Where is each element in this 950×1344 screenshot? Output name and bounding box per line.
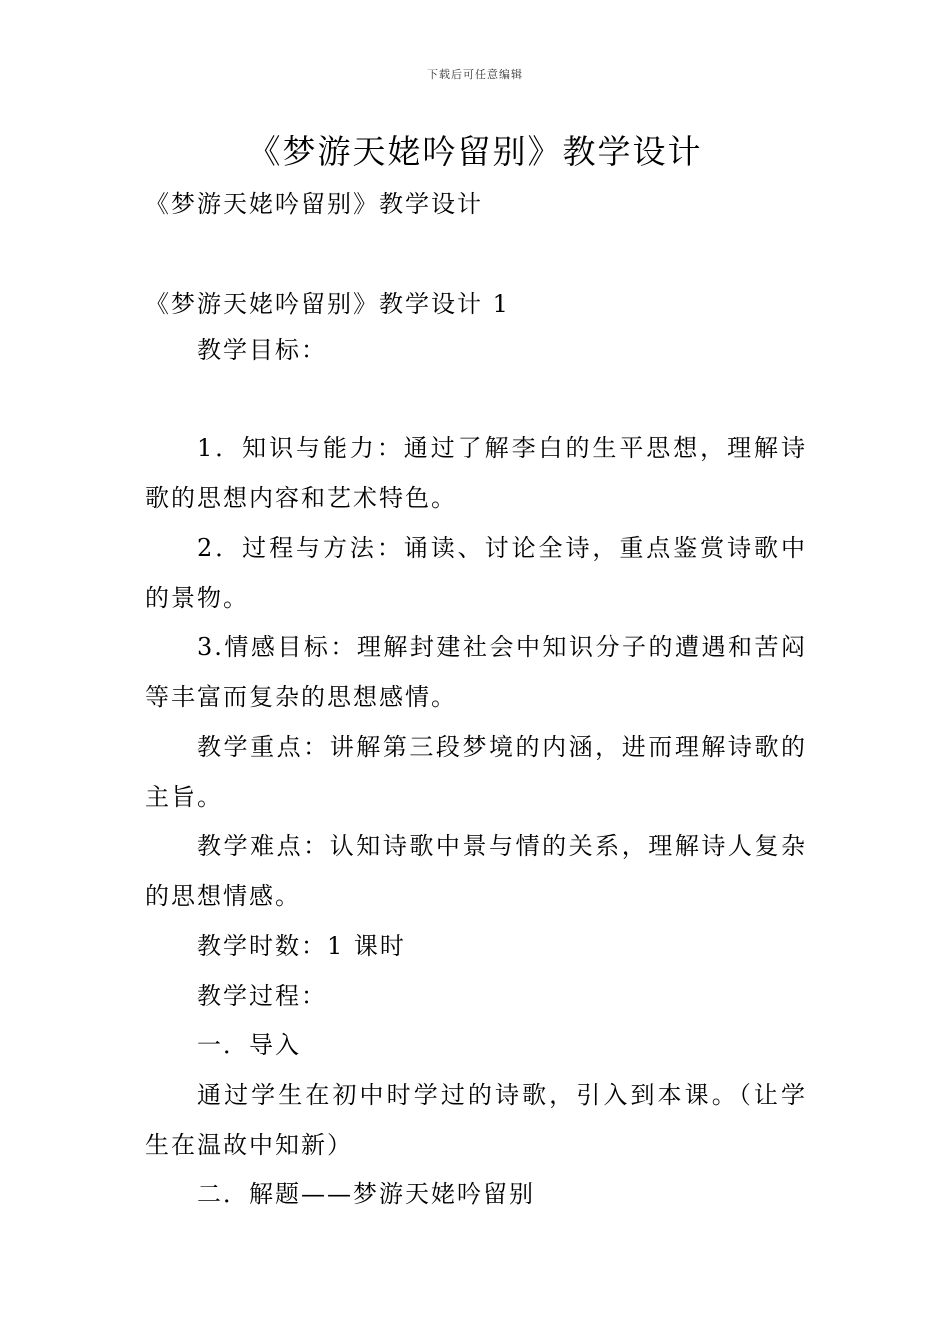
goals-label: 教学目标： [197,336,327,364]
step-1-body: 通过学生在初中时学过的诗歌，引入到本课。（让学生在温故中知新） [145,1081,807,1159]
process-label: 教学过程： [197,982,327,1010]
goal-2-paragraph: 2．过程与方法：诵读、讨论全诗，重点鉴赏诗歌中的景物。 [145,534,807,612]
document-title: 《梦游天姥吟留别》教学设计 [247,132,703,171]
document-subtitle: 《梦游天姥吟留别》教学设计 [145,190,483,218]
step-1-title: 一．导入 [197,1031,301,1059]
step-2-title: 二．解题——梦游天姥吟留别 [197,1180,535,1208]
hours-paragraph: 教学时数：1 课时 [197,932,406,960]
difficulty-paragraph: 教学难点：认知诗歌中景与情的关系，理解诗人复杂的思想情感。 [145,832,807,910]
header-note: 下载后可任意编辑 [427,68,523,81]
key-point-paragraph: 教学重点：讲解第三段梦境的内涵，进而理解诗歌的主旨。 [145,733,807,811]
goal-1-paragraph: 1．知识与能力：通过了解李白的生平思想，理解诗歌的思想内容和艺术特色。 [145,434,807,512]
goal-3-paragraph: 3.情感目标：理解封建社会中知识分子的遭遇和苦闷等丰富而复杂的思想感情。 [145,633,807,711]
section-heading: 《梦游天姥吟留别》教学设计 1 [145,290,510,318]
